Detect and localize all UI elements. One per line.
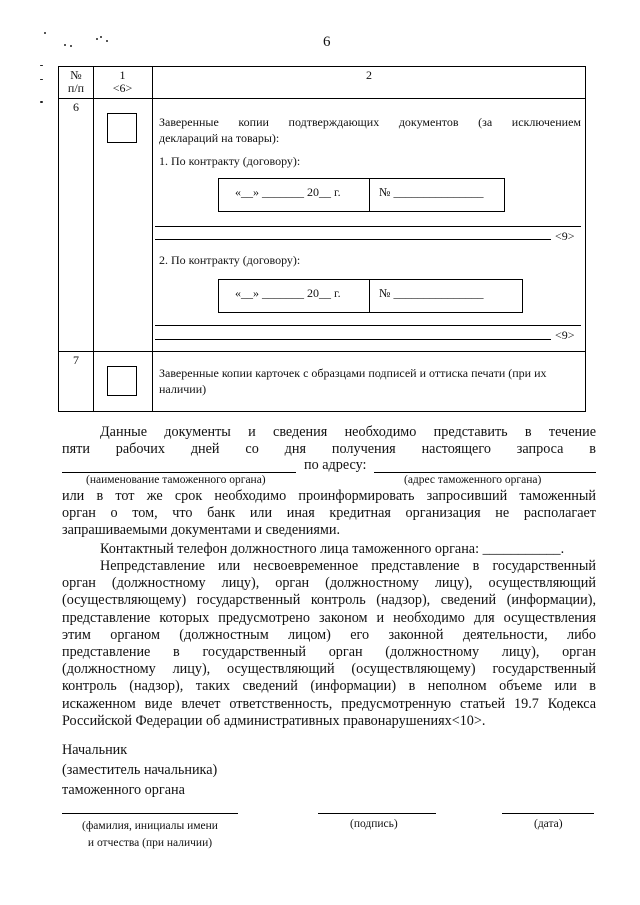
scan-speck (64, 44, 66, 46)
table-row-divider (59, 98, 585, 99)
header-col2: 2 (366, 68, 372, 82)
contract-1-label: 1. По контракту (договору): (159, 154, 301, 168)
caption-customs-name: (наименование таможенного органа) (86, 474, 266, 486)
footnote-ref: <9> (555, 328, 575, 342)
footnote-ref: <9> (555, 229, 575, 243)
text-line: представление которых предусмотрено законом и необходимо для осуществления (62, 609, 596, 626)
address-line (374, 472, 596, 473)
contract-date-field[interactable]: «__» _______ 20__ г. (235, 286, 341, 300)
contract-number-field[interactable]: № _______________ (379, 286, 484, 300)
text-line: или в тот же срок необходимо проинформировать запросивший таможенный (62, 488, 596, 504)
contract-1-fields (218, 178, 505, 212)
row-number: 7 (73, 353, 79, 367)
text-line: орган (должностному лицу), орган (должностному лицу), осуществляющий (62, 575, 596, 592)
fill-line (155, 239, 551, 240)
signatory-line: таможенного органа (62, 782, 185, 798)
text-line: (осуществляющему) государственный контроль (надзор), сведений (информации), (62, 592, 596, 609)
caption-full-name (70, 818, 230, 852)
row6-description (159, 114, 581, 146)
table-column-divider (152, 67, 153, 411)
field-divider (369, 280, 370, 312)
scan-speck (40, 101, 43, 103)
contact-phone: Контактный телефон должностного лица таможенного органа: ___________. (100, 541, 565, 557)
text-line: Данные документы и сведения необходимо представить в течение (100, 424, 596, 440)
header-number: № п/п (67, 68, 85, 95)
row6-text-line2: деклараций на товары): (159, 131, 280, 145)
fill-line (155, 226, 581, 227)
text-line: представление в государственный орган (должностному лицу), орган (62, 644, 596, 661)
row6-text-line1: Заверенные копии подтверждающих документов (за исключением (159, 115, 581, 129)
signatory-title (62, 740, 217, 800)
contract-2-label: 2. По контракту (договору): (159, 253, 301, 267)
field-divider (369, 179, 370, 211)
header-col1: 1 <6> (112, 68, 133, 95)
fill-line (155, 339, 551, 340)
caption-customs-address: (адрес таможенного органа) (404, 474, 542, 486)
address-label: по адресу: (304, 457, 367, 473)
row7-description (159, 365, 583, 397)
text-line: этим органом (должностным лицом) его законной деятельности, либо (62, 626, 596, 643)
request-table (58, 66, 586, 412)
table-column-divider (93, 67, 94, 411)
paragraph-deadline (62, 424, 596, 458)
contract-date-field[interactable]: «__» _______ 20__ г. (235, 185, 341, 199)
text-line: контроль (надзор), таких сведений (информации) в неполном объеме или в (62, 678, 596, 695)
customs-name-line (62, 472, 296, 473)
fill-line (155, 325, 581, 326)
text-line: Российской Федерации об административных правонарушениях<10>. (62, 712, 486, 729)
text-line: Непредставление или несвоевременное представление в государственный (100, 558, 596, 574)
scan-speck (40, 79, 43, 80)
checkbox[interactable] (107, 366, 137, 396)
scan-speck (40, 65, 43, 66)
table-row-divider (59, 351, 585, 352)
text-line: (должностному лицу), осуществляющий (осуществляющему) государственный (62, 661, 596, 678)
text-line: пяти рабочих дней со дня получения настоящего запроса в (62, 441, 596, 458)
text-line: искаженном виде влечет ответственность, предусмотренную статьей 19.7 Кодекса (62, 695, 596, 712)
signature-line (318, 813, 436, 814)
contract-2-fields (218, 279, 523, 313)
date-line (502, 813, 594, 814)
row-number: 6 (73, 100, 79, 114)
scan-speck (100, 36, 102, 38)
name-signature-line (62, 813, 238, 814)
text-line: запрашиваемыми документами и сведениями. (62, 522, 341, 539)
paragraph-inform (62, 488, 596, 540)
page-number: 6 (323, 34, 331, 50)
contract-number-field[interactable]: № _______________ (379, 185, 484, 199)
scan-speck (44, 32, 46, 34)
caption-date: (дата) (534, 818, 563, 830)
scan-speck (106, 40, 108, 42)
caption-line: и отчества (при наличии) (87, 837, 213, 849)
signatory-line: Начальник (62, 742, 128, 758)
row7-text-line1: Заверенные копии карточек с образцами подписей и оттиска печати (при их (159, 366, 547, 380)
caption-signature: (подпись) (350, 818, 398, 830)
paragraph-liability (62, 558, 596, 730)
checkbox[interactable] (107, 113, 137, 143)
signatory-line: (заместитель начальника) (62, 762, 218, 778)
scan-speck (70, 45, 72, 47)
scan-speck (96, 38, 98, 40)
caption-line: (фамилия, инициалы имени (82, 820, 218, 832)
row7-text-line2: наличии) (159, 382, 207, 396)
text-line: орган о том, что банк или иная кредитная организация не располагает (62, 505, 596, 522)
